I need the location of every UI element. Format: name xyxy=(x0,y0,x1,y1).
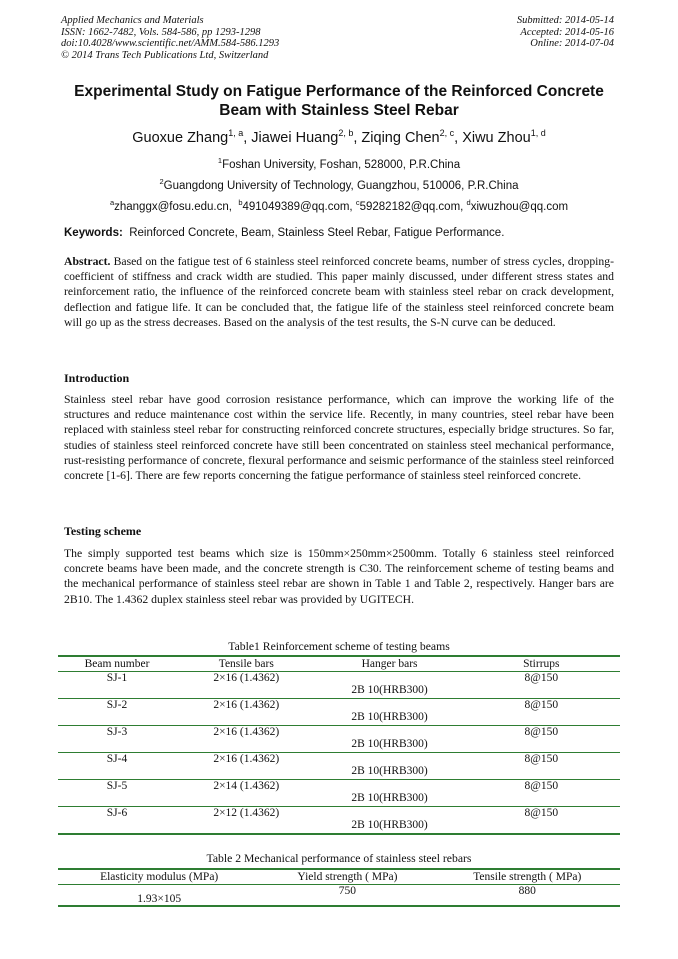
table-row xyxy=(58,672,620,699)
table-cell: 8@150 xyxy=(463,672,620,699)
email-sup: c xyxy=(355,198,360,207)
affiliation-2 xyxy=(0,177,678,192)
table-cell: 750 xyxy=(260,885,434,907)
table-cell: SJ-4 xyxy=(58,753,176,780)
table-header-cell: Yield strength ( MPa) xyxy=(260,869,434,885)
table2 xyxy=(58,868,620,907)
affiliation-sup: 2 xyxy=(159,177,164,186)
author-sep: , xyxy=(243,129,252,146)
author-name: Ziqing Chen xyxy=(361,129,440,146)
doi-line: doi:10.4028/www.scientific.net/AMM.584-586.1293 xyxy=(61,38,280,49)
introduction-heading: Introduction xyxy=(64,371,130,385)
affiliation-text: Guangdong University of Technology, Guangzhou, 510006, P.R.China xyxy=(163,179,519,192)
author-sup: 2, c xyxy=(439,128,455,138)
table-cell: 2B 10(HRB300) xyxy=(317,807,463,835)
table-cell: 8@150 xyxy=(463,699,620,726)
accepted-date: Accepted: 2014-05-16 xyxy=(520,26,614,38)
keywords xyxy=(64,227,620,239)
table1-caption: Table1 Reinforcement scheme of testing beams xyxy=(228,640,450,653)
table-header-cell: Stirrups xyxy=(463,656,620,672)
author-sup: 1, d xyxy=(530,128,546,138)
table-header-row xyxy=(58,656,620,672)
testing-scheme-text: The simply supported test beams which size is 150mm×250mm×2500mm. Totally 6 stainless steel reinforced concrete beams have been made, and the concrete strength is C30. The reinforcement scheme of testing beams and the mechanical performance of stainless steel rebar are shown in Table 1 and Table 2, respectively. Hanger bars are 2B10. The 1.4362 duplex stainless steel rebar was provided by UGITECH. xyxy=(64,547,614,606)
table-row xyxy=(58,726,620,753)
table-cell: 1.93×105 xyxy=(58,885,260,907)
table-cell: 2×14 (1.4362) xyxy=(176,780,317,807)
author-name: Xiwu Zhou xyxy=(462,129,531,146)
table-cell: 8@150 xyxy=(463,726,620,753)
title-line-1: Experimental Study on Fatigue Performance of the Reinforced Concrete xyxy=(74,83,604,100)
email-link[interactable]: 491049389@qq.com, xyxy=(242,200,353,213)
keywords-label: Keywords: xyxy=(64,227,123,239)
keywords-text: Reinforced Concrete, Beam, Stainless Steel Rebar, Fatigue Performance. xyxy=(129,227,505,239)
table-row xyxy=(58,699,620,726)
paper-title xyxy=(40,82,638,120)
table-cell: 2×16 (1.4362) xyxy=(176,726,317,753)
table-row xyxy=(58,807,620,835)
table-cell: SJ-3 xyxy=(58,726,176,753)
email-sup: b xyxy=(238,198,243,207)
affiliation-text: Foshan University, Foshan, 528000, P.R.China xyxy=(222,158,461,171)
author-sep: , xyxy=(454,129,463,146)
author-list xyxy=(0,128,678,146)
table-cell: SJ-5 xyxy=(58,780,176,807)
table-row xyxy=(58,780,620,807)
table-header-cell: Beam number xyxy=(58,656,176,672)
table-cell: 880 xyxy=(435,885,620,907)
email-line xyxy=(0,198,678,213)
journal-header xyxy=(61,15,279,61)
table-header-cell: Tensile bars xyxy=(176,656,317,672)
table-cell: 2B 10(HRB300) xyxy=(317,699,463,726)
author-name: Jiawei Huang xyxy=(251,129,339,146)
online-date: Online: 2014-07-04 xyxy=(530,38,614,49)
table-cell: 8@150 xyxy=(463,780,620,807)
affiliation-1 xyxy=(0,156,678,171)
copyright-line: © 2014 Trans Tech Publications Ltd, Switzerland xyxy=(61,49,269,61)
table-cell: SJ-2 xyxy=(58,699,176,726)
table-header-cell: Hanger bars xyxy=(317,656,463,672)
email-link[interactable]: 59282182@qq.com, xyxy=(359,200,464,213)
table-header-row xyxy=(58,869,620,885)
author-name: Guoxue Zhang xyxy=(132,129,229,146)
abstract xyxy=(64,254,614,330)
email-link[interactable]: xiwuzhou@qq.com xyxy=(470,200,569,213)
submitted-date: Submitted: 2014-05-14 xyxy=(516,15,614,26)
issn-line: ISSN: 1662-7482, Vols. 584-586, pp 1293-1298 xyxy=(61,26,261,38)
table-cell: 2×16 (1.4362) xyxy=(176,672,317,699)
author-sup: 2, b xyxy=(338,128,354,138)
table-cell: 2B 10(HRB300) xyxy=(317,780,463,807)
email-sup: d xyxy=(466,198,471,207)
table2-caption: Table 2 Mechanical performance of stainless steel rebars xyxy=(206,852,472,865)
testing-scheme-heading: Testing scheme xyxy=(64,524,142,538)
abstract-label: Abstract. xyxy=(64,255,111,268)
table-cell: 2×12 (1.4362) xyxy=(176,807,317,835)
author-sep: , xyxy=(353,129,362,146)
email-link[interactable]: zhanggx@fosu.edu.cn, xyxy=(114,200,232,213)
table-header-cell: Elasticity modulus (MPa) xyxy=(58,869,260,885)
table1 xyxy=(58,655,620,835)
dates-header xyxy=(517,15,614,50)
table-cell: SJ-6 xyxy=(58,807,176,835)
affiliation-sup: 1 xyxy=(217,156,223,165)
table-row xyxy=(58,753,620,780)
table-cell: 2×16 (1.4362) xyxy=(176,753,317,780)
title-line-2: Beam with Stainless Steel Rebar xyxy=(219,102,459,119)
table-cell: 2B 10(HRB300) xyxy=(317,726,463,753)
journal-name: Applied Mechanics and Materials xyxy=(61,15,204,26)
table-cell: 2B 10(HRB300) xyxy=(317,753,463,780)
introduction-text: Stainless steel rebar have good corrosion resistance performance, which can improve the working life of the structures and reduce maintenance cost within the service life. Recently, in many countries, steel rebar have been replaced with stainless steel rebar for constructing reinforced concrete structures, especially bridge structures. So far, studies of stainless steel reinforced concrete have still been concentrated on stainless steel mechanical performance, rust-resisting performance of concrete, flexural performance and seismic performance of the stainless steel reinforced concrete [1-6]. There are few reports concerning the fatigue performance of stainless steel reinforced concrete. xyxy=(64,393,614,483)
table-row xyxy=(58,885,620,907)
email-sup: a xyxy=(109,198,115,207)
table-cell: SJ-1 xyxy=(58,672,176,699)
table-header-cell: Tensile strength ( MPa) xyxy=(435,869,620,885)
table-cell: 8@150 xyxy=(463,807,620,835)
author-sup: 1, a xyxy=(228,128,244,138)
abstract-text: Based on the fatigue test of 6 stainless steel reinforced concrete beams, number of stress cycles, dropping-coefficient of stiffness and crack width are studied. This paper mainly discussed, under different stress states and reinforcement ratio, the influence of the reinforced concrete beam with stainless steel rebar on crack development, deflection and fatigue life. It can be concluded that, the fatigue life of the stainless steel reinforced concrete beam will go up as the stress decreases. Based on the analysis of the test results, the S-N curve can be deduced. xyxy=(64,255,615,329)
table-cell: 2×16 (1.4362) xyxy=(176,699,317,726)
table-cell: 8@150 xyxy=(463,753,620,780)
table-cell: 2B 10(HRB300) xyxy=(317,672,463,699)
